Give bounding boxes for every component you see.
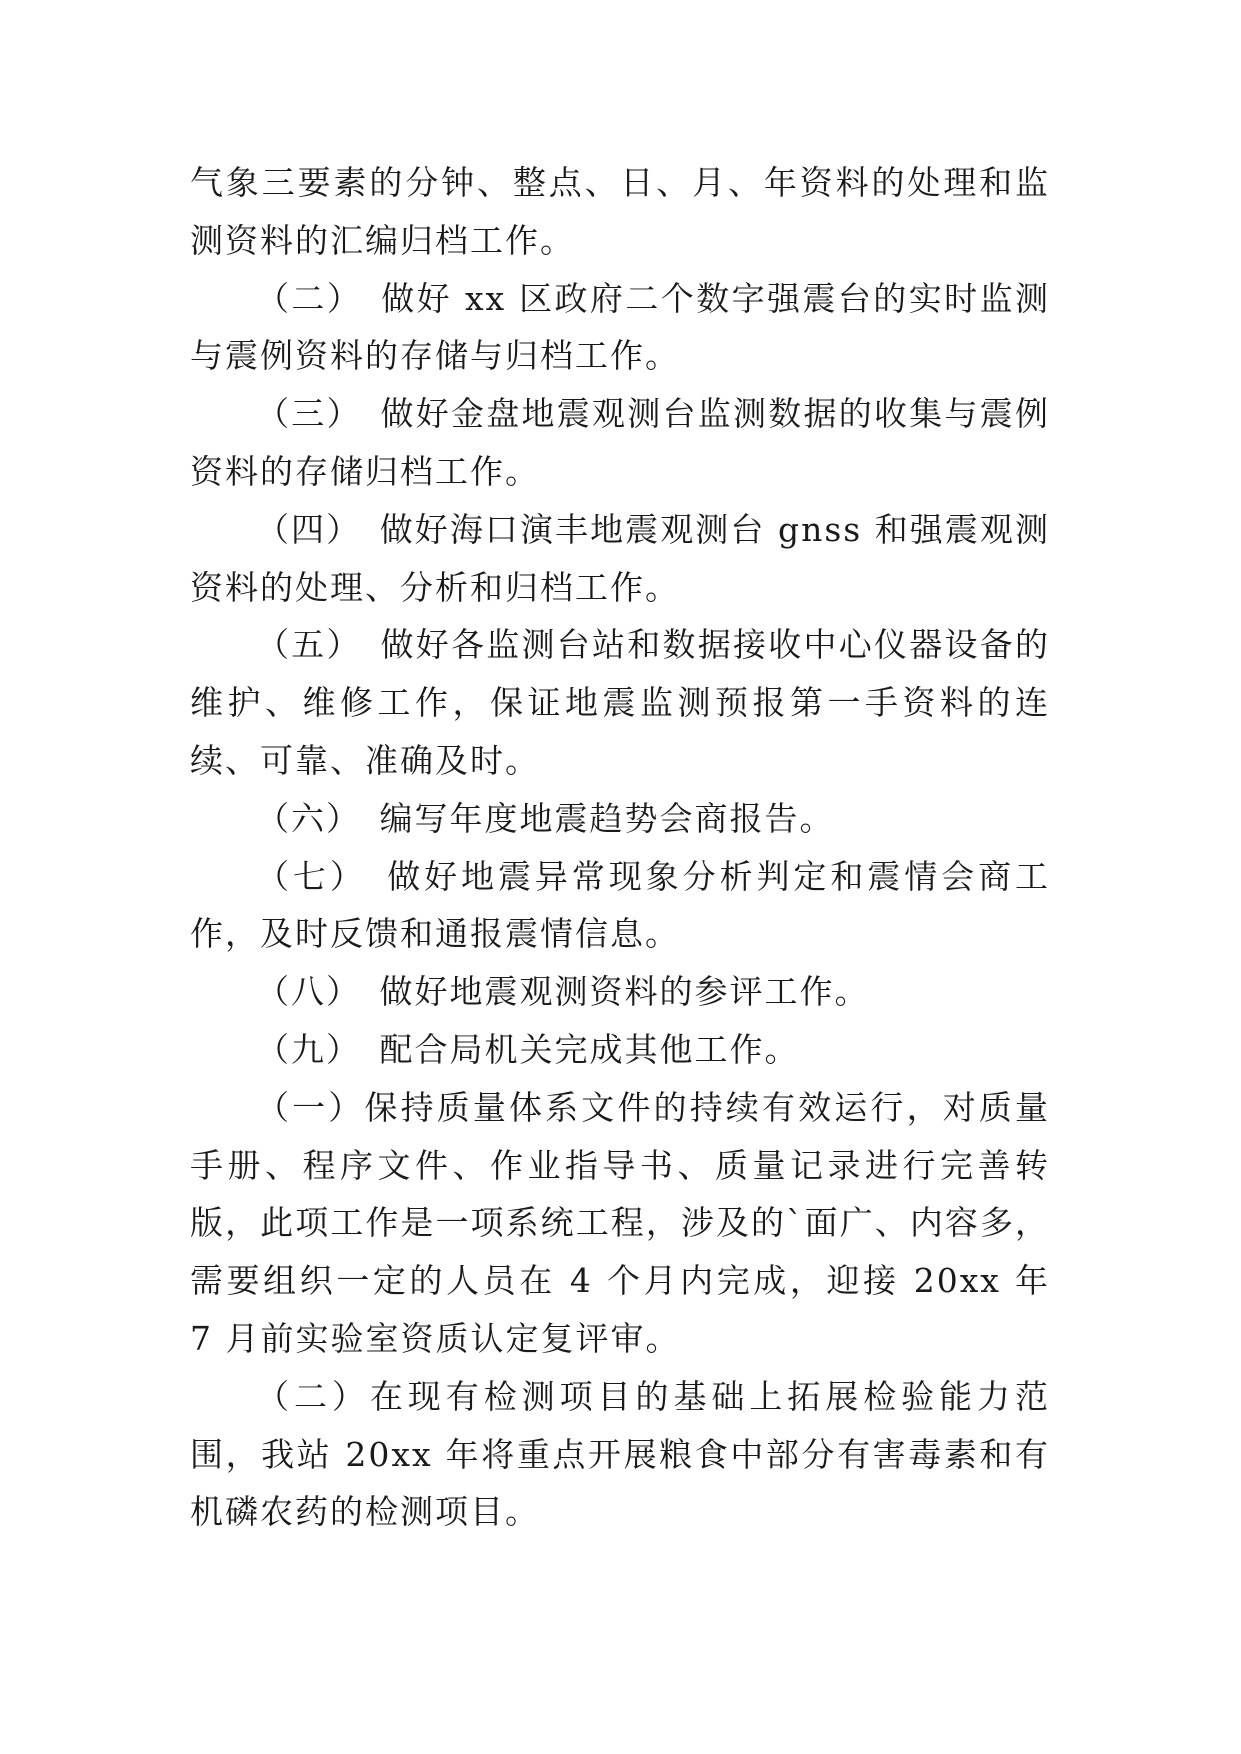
- paragraph-item-2: （二） 做好 xx 区政府二个数字强震台的实时监测与震例资料的存储与归档工作。: [190, 278, 1050, 376]
- paragraph-continuation: 气象三要素的分钟、整点、日、月、年资料的处理和监测资料的汇编归档工作。: [190, 163, 1050, 260]
- paragraph-quality-1: （一）保持质量体系文件的持续有效运行，对质量手册、程序文件、作业指导书、质量记录进行完善转版，此项工作是一项系统工程，涉及的`面广、内容多，需要组织一定的人员在 4 个月内完成，迎接 20xx 年 7 月前实验室资质认定复评审。: [190, 1087, 1050, 1358]
- paragraph-item-9: （九） 配合局机关完成其他工作。: [256, 1029, 800, 1069]
- paragraph-item-6: （六） 编写年度地震趋势会商报告。: [256, 798, 835, 838]
- document-page: [190, 154, 1050, 1541]
- paragraph-quality-2: （二）在现有检测项目的基础上拓展检验能力范围，我站 20xx 年将重点开展粮食中部分有害毒素和有机磷农药的检测项目。: [190, 1376, 1050, 1532]
- paragraph-item-3: （三） 做好金盘地震观测台监测数据的收集与震例资料的存储归档工作。: [190, 394, 1050, 491]
- paragraph-item-4: （四） 做好海口演丰地震观测台 gnss 和强震观测资料的处理、分析和归档工作。: [190, 509, 1050, 607]
- paragraph-item-5: （五） 做好各监测台站和数据接收中心仪器设备的维护、维修工作，保证地震监测预报第一手资料的连续、可靠、准确及时。: [190, 625, 1050, 780]
- paragraph-item-7: （七） 做好地震异常现象分析判定和震情会商工作，及时反馈和通报震情信息。: [190, 856, 1050, 954]
- paragraph-item-8: （八） 做好地震观测资料的参评工作。: [256, 972, 870, 1012]
